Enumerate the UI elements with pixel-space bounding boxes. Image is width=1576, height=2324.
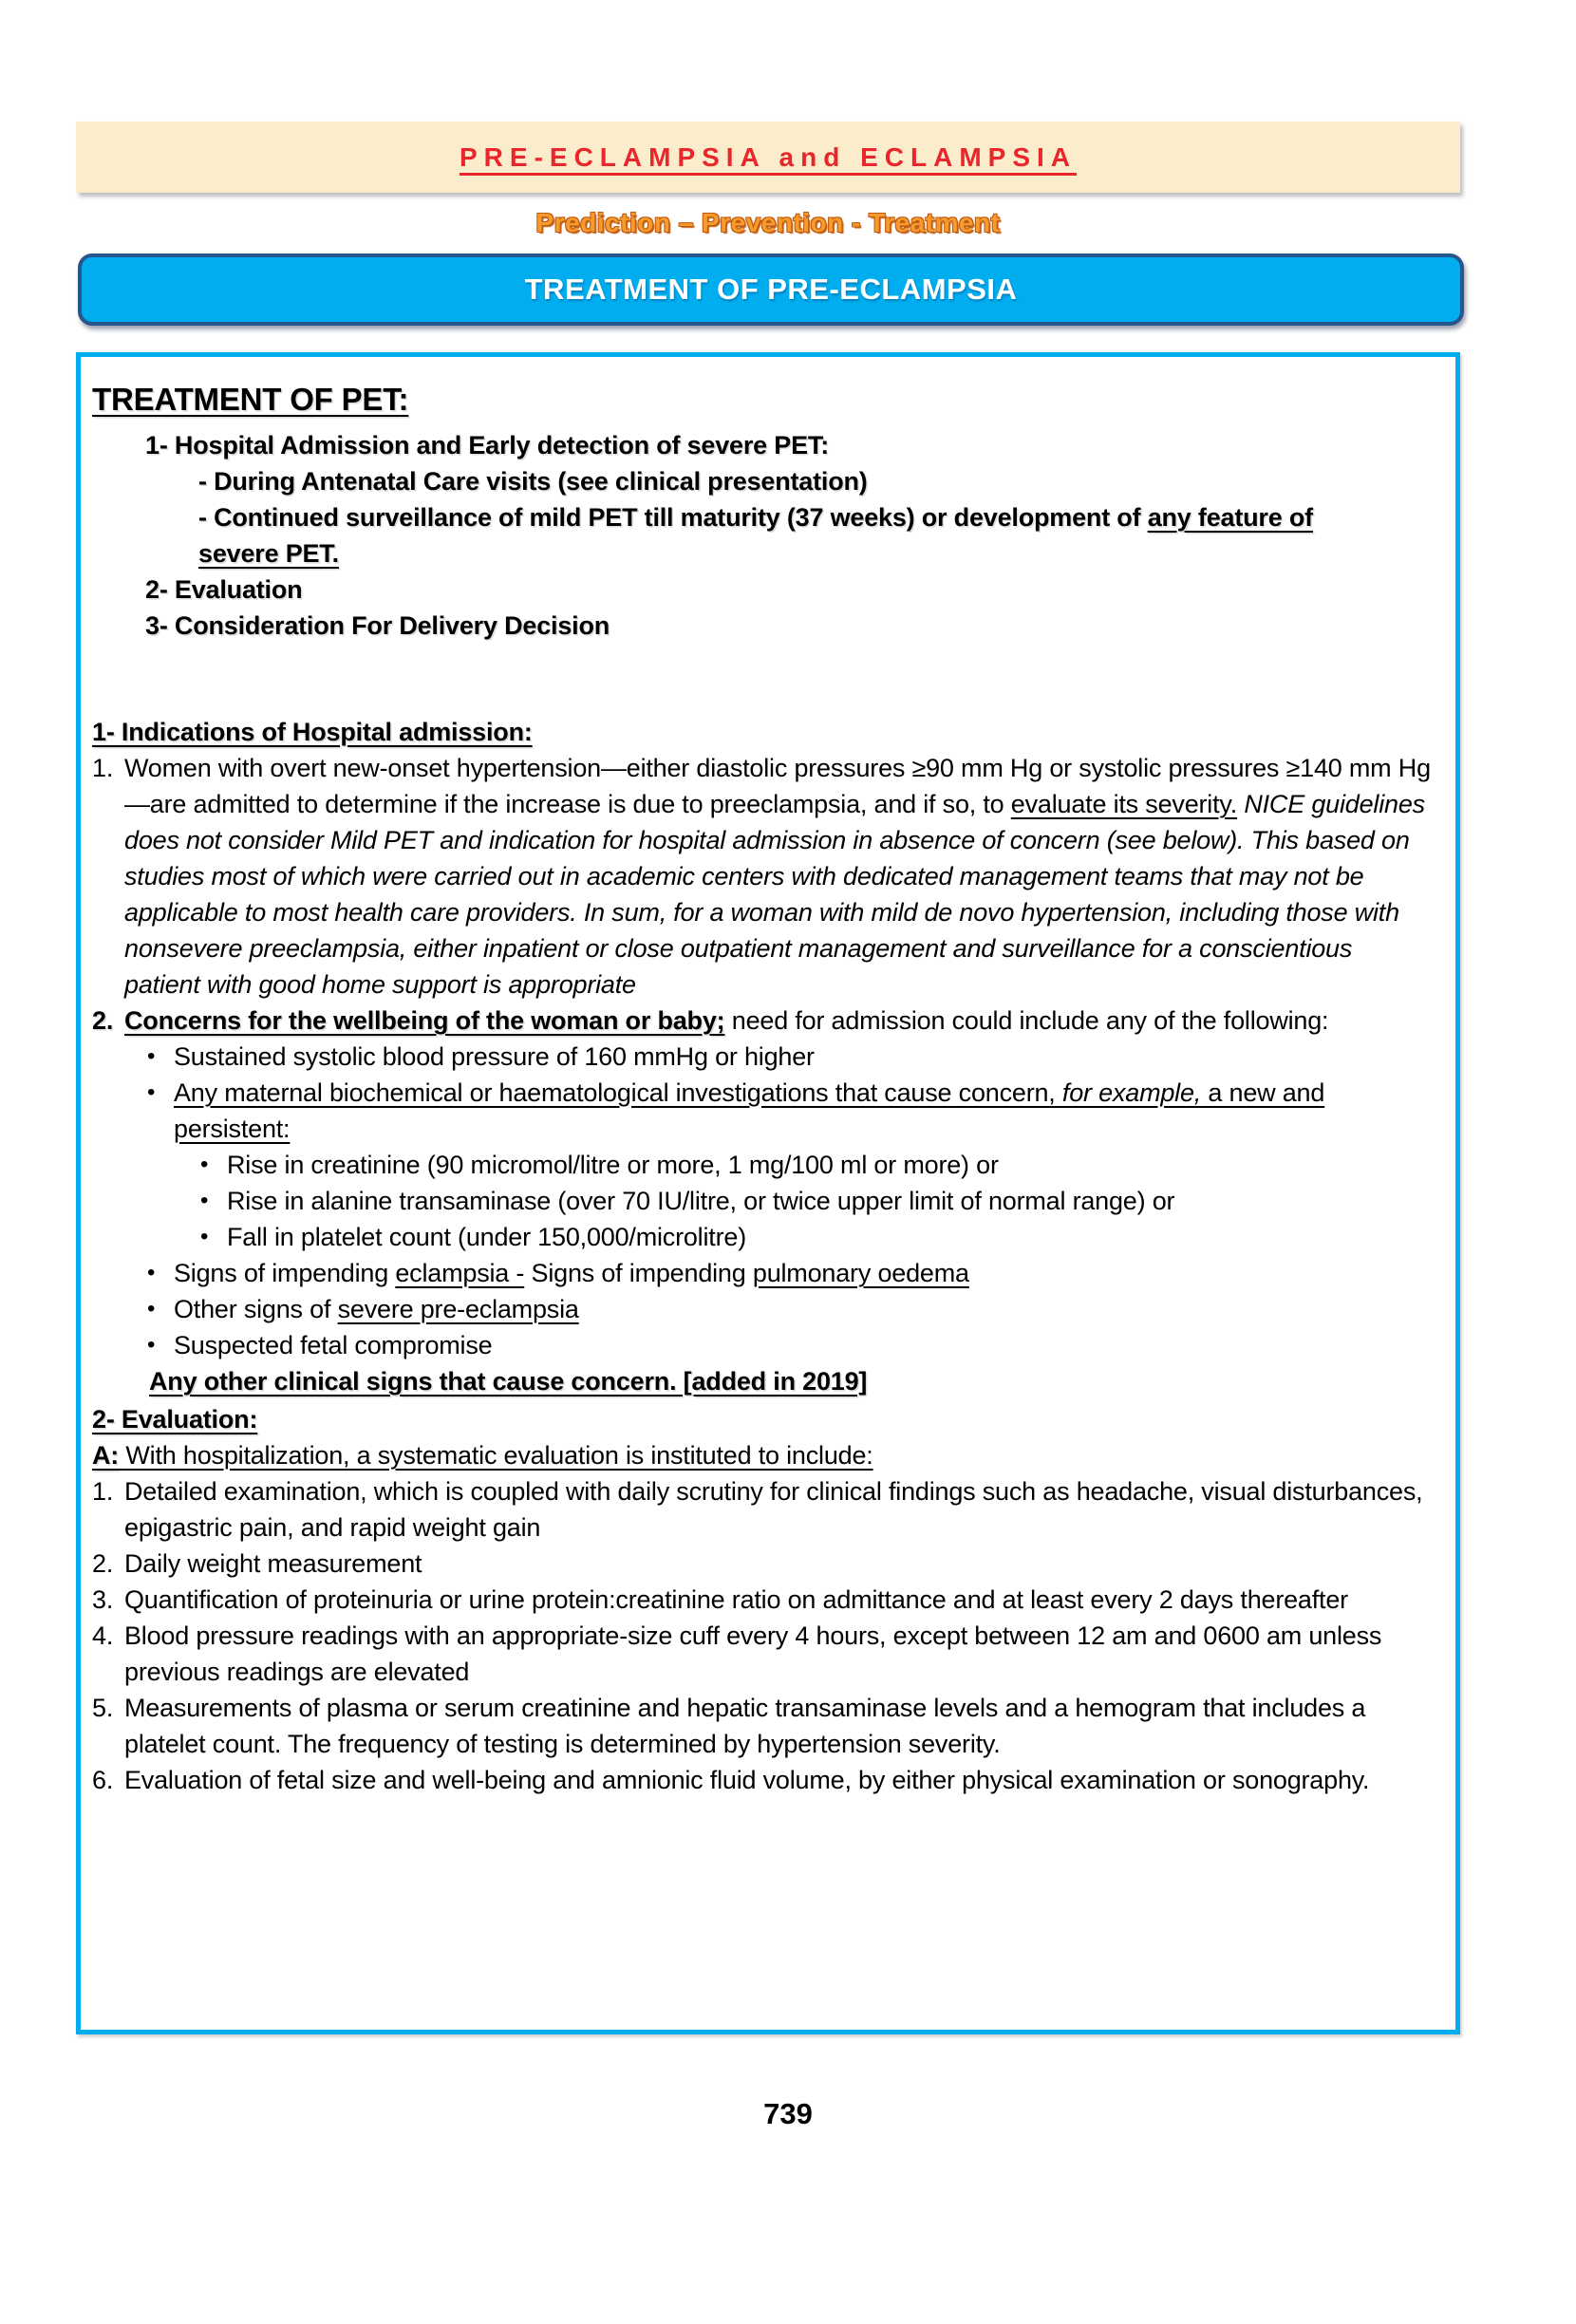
spacer (92, 644, 1431, 712)
numbered-item (92, 1618, 1431, 1690)
subtitle: Prediction – Prevention - Treatment (535, 208, 1001, 237)
text-run: Rise in creatinine (90 micromol/litre or more, 1 mg/100 ml or more) or (227, 1151, 999, 1179)
bullet-marker: • (200, 1224, 209, 1249)
text-run: Daily weight measurement (124, 1549, 422, 1578)
list-number: 6. (92, 1766, 114, 1794)
list-number: 1. (92, 1477, 114, 1506)
text-run: Evaluation of fetal size and well-being and amnionic fluid volume, by either physical examination or sonography. (124, 1766, 1370, 1794)
text-run: Any other clinical signs that cause concern. [added in 2019] (149, 1367, 868, 1396)
section-heading (92, 714, 1431, 750)
text-run: 1- Hospital Admission and Early detection of severe PET: (145, 431, 829, 459)
list-number: 1. (92, 754, 114, 782)
numbered-item (92, 750, 1431, 1003)
doc-line (145, 427, 1431, 463)
text-run: Measurements of plasma or serum creatinine and hepatic transaminase levels and a hemogram that includes a platelet count. The frequency of testing is determined by hypertension severity. (124, 1694, 1366, 1758)
bullet-item (147, 1039, 1431, 1075)
bullet-marker: • (147, 1079, 156, 1105)
text-run: eclampsia - (395, 1259, 525, 1287)
header-banner (76, 122, 1460, 193)
text-run: Other signs of (174, 1295, 338, 1323)
section-title: TREATMENT OF PRE-ECLAMPSIA (524, 272, 1018, 306)
text-run: 3- Consideration For Delivery Decision (145, 611, 610, 640)
numbered-item (92, 1003, 1431, 1039)
text-run: Quantification of proteinuria or urine protein:creatinine ratio on admittance and at least every 2 days thereafter (124, 1585, 1348, 1614)
bullet-item (147, 1075, 1431, 1147)
bullet-item (147, 1327, 1431, 1363)
bullet-item (200, 1147, 1431, 1183)
page-title: PRE-ECLAMPSIA and ECLAMPSIA (460, 141, 1077, 172)
list-number: 5. (92, 1694, 114, 1722)
text-run: 2- Evaluation: (92, 1405, 258, 1434)
bullet-item (200, 1183, 1431, 1219)
bullet-marker: • (147, 1260, 156, 1285)
section-heading (92, 1401, 1431, 1437)
doc-line (198, 463, 1431, 499)
numbered-item (92, 1546, 1431, 1582)
text-run: any feature of severe PET. (198, 503, 1313, 568)
section-heading (92, 378, 1431, 422)
text-run: Fall in platelet count (under 150,000/microlitre) (227, 1223, 746, 1251)
text-run: Any maternal biochemical or haematological investigations that cause concern, (174, 1078, 1062, 1107)
numbered-item (92, 1762, 1431, 1798)
text-run: Blood pressure readings with an appropriate-size cuff every 4 hours, except between 12 am and 0600 am unless previous readings are elevated (124, 1621, 1382, 1686)
text-run: Detailed examination, which is coupled with daily scrutiny for clinical findings such as headache, visual disturbances, epigastric pain, and rapid weight gain (124, 1477, 1423, 1542)
numbered-item (92, 1473, 1431, 1546)
text-run: - Continued surveillance of mild PET till maturity (37 weeks) or development of (198, 503, 1148, 532)
bullet-marker: • (200, 1188, 209, 1213)
text-run: 1- Indications of Hospital admission: (92, 718, 533, 746)
bullet-item (147, 1255, 1431, 1291)
text-run: With hospitalization, a systematic evaluation is instituted to include: (119, 1441, 873, 1470)
doc-line (145, 572, 1431, 608)
numbered-item (92, 1690, 1431, 1762)
section-banner (78, 253, 1464, 326)
text-run: Rise in alanine transaminase (over 70 IU/litre, or twice upper limit of normal range) or (227, 1187, 1175, 1215)
doc-line (198, 499, 1431, 572)
document-page (0, 122, 1576, 2324)
text-run: Suspected fetal compromise (174, 1331, 493, 1359)
bullet-item (147, 1291, 1431, 1327)
bullet-marker: • (200, 1152, 209, 1177)
text-run: severe pre-eclampsia (337, 1295, 579, 1323)
list-number: 2. (92, 1549, 114, 1578)
text-run: need for admission could include any of the following: (724, 1006, 1329, 1035)
text-run: Women with overt new-onset hypertension—either diastolic pressures ≥90 mm Hg or systolic pressures ≥140 mm Hg—are admitted to determine if the increase is due to preeclampsia, and if so, to (124, 754, 1431, 818)
content-box (76, 352, 1460, 2034)
text-run: 2- Evaluation (145, 575, 303, 604)
list-number: 3. (92, 1585, 114, 1614)
text-run: Sustained systolic blood pressure of 160 mmHg or higher (174, 1042, 815, 1071)
text-run: for example, (1061, 1078, 1202, 1107)
text-run: a new and persistent: (174, 1078, 1325, 1143)
doc-line (149, 1363, 1431, 1399)
bullet-marker: • (147, 1332, 156, 1358)
text-run: - During Antenatal Care visits (see clinical presentation) (198, 467, 868, 496)
doc-line (92, 1437, 1431, 1473)
text-run: TREATMENT OF PET: (92, 382, 409, 417)
page-number: 739 (763, 2097, 813, 2130)
numbered-item (92, 1582, 1431, 1618)
text-run: NICE guidelines does not consider Mild PET and indication for hospital admission in absence of concern (see below). This based on studies most of which were carried out in academic centers with dedicated management teams that may not be applicable to most health care providers. In sum, for a woman with mild de novo hypertension, including those with nonsevere preeclampsia, either inpatient or close outpatient management and surveillance for a conscientious patient with good home support is appropriate (124, 790, 1425, 999)
bullet-marker: • (147, 1296, 156, 1321)
text-run: evaluate its severity. (1010, 790, 1238, 818)
list-number: 4. (92, 1621, 114, 1650)
text-run: Signs of impending (174, 1259, 396, 1287)
doc-line (145, 608, 1431, 644)
list-number: 2. (92, 1006, 114, 1035)
text-run: Signs of impending (524, 1259, 753, 1287)
bullet-item (200, 1219, 1431, 1255)
text-run: pulmonary oedema (752, 1259, 969, 1287)
bullet-marker: • (147, 1043, 156, 1069)
text-run: Concerns for the wellbeing of the woman or baby; (124, 1006, 725, 1035)
text-run: A: (92, 1441, 120, 1470)
